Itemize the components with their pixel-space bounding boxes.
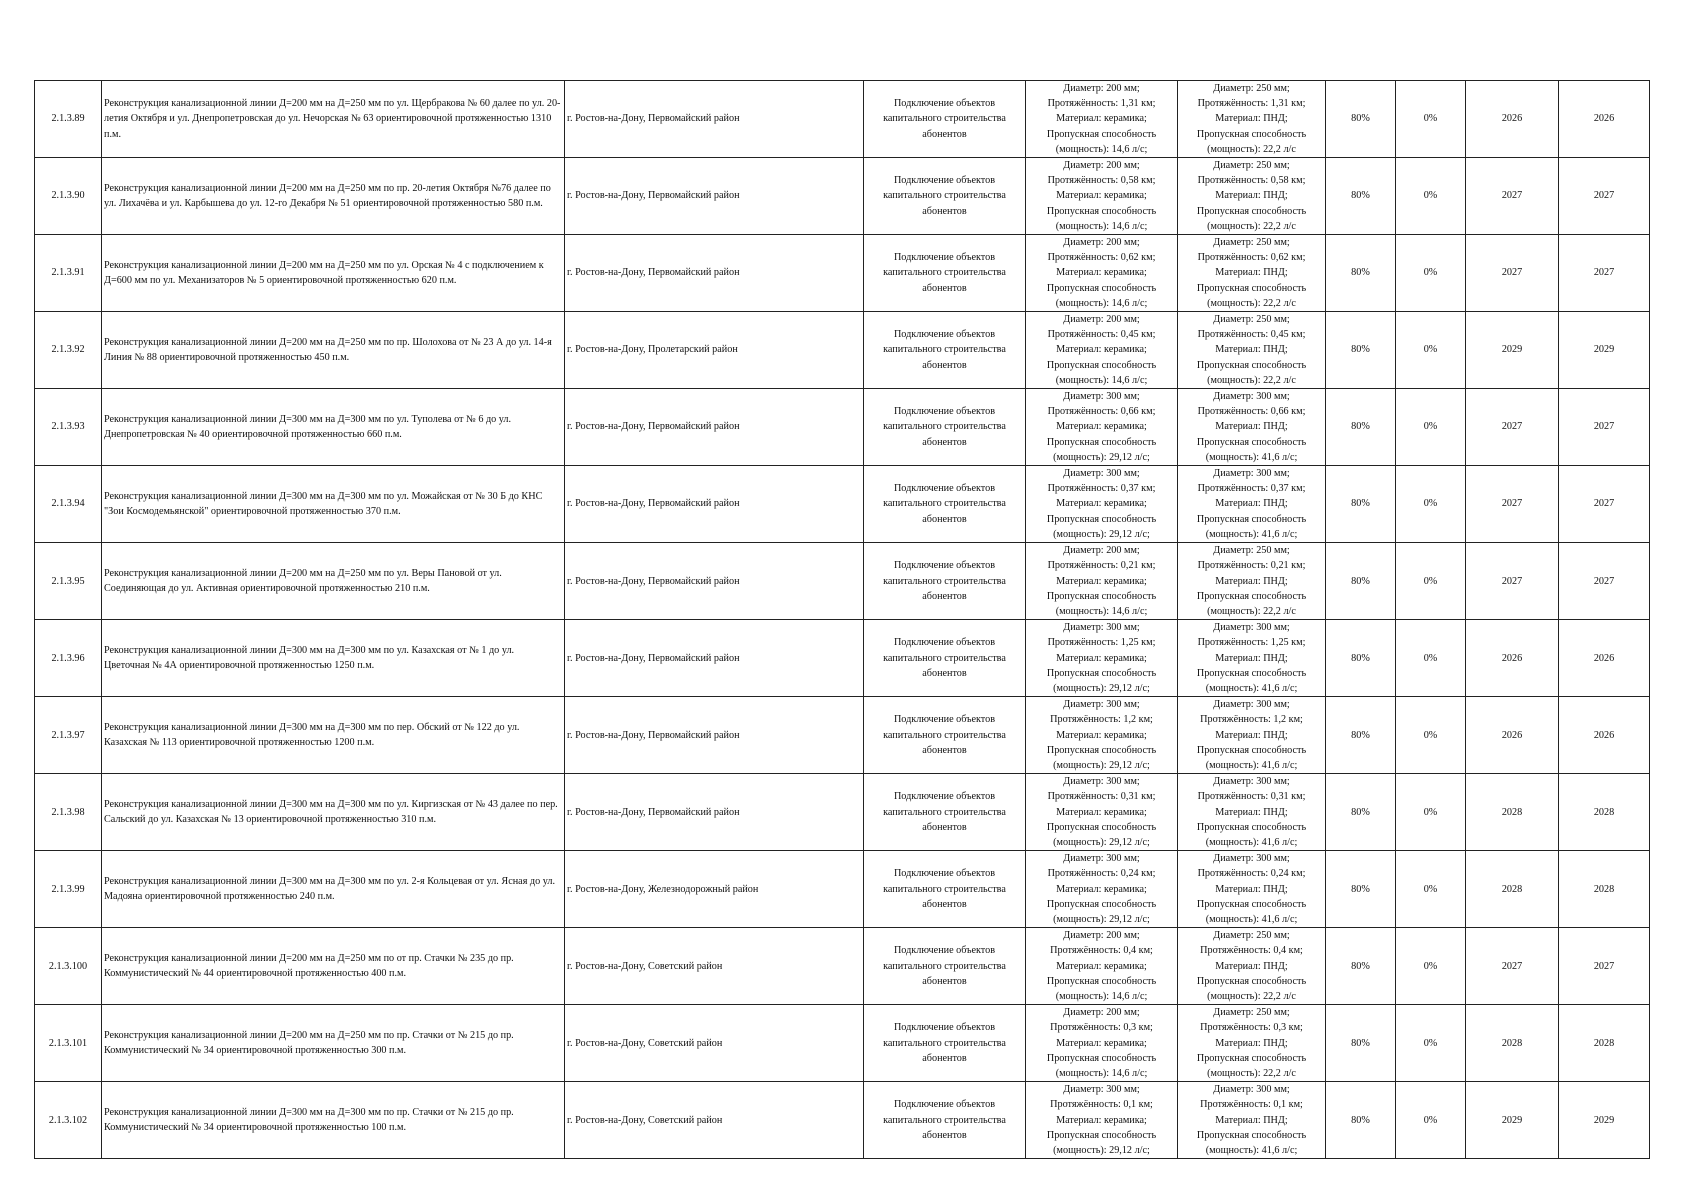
params-before-cell [1026, 1082, 1178, 1159]
params-after-line: Протяжённость: 0,45 км; [1197, 329, 1306, 341]
project-name-cell: Реконструкция канализационной линии Д=200 мм на Д=250 мм по от пр. Стачки № 235 до пр. Коммунистический № 44 ориентировочной протяженностью 400 п.м. [102, 928, 565, 1005]
params-after-line: Пропускная способность [1196, 590, 1307, 602]
table-row [35, 928, 1650, 1005]
table-row [35, 1005, 1650, 1082]
percent-1-cell: 80% [1326, 312, 1396, 389]
year-start-cell: 2026 [1466, 620, 1559, 697]
params-after-line: (мощность): 22,2 л/с [1207, 143, 1296, 155]
percent-2-cell: 0% [1396, 158, 1466, 235]
table-row [35, 1082, 1650, 1159]
percent-2-cell: 0% [1396, 928, 1466, 1005]
year-end-cell: 2029 [1559, 1082, 1650, 1159]
params-before-line: (мощность): 14,6 л/с; [1055, 374, 1148, 386]
params-before-line: Протяжённость: 0,24 км; [1047, 868, 1156, 880]
params-before-line: Пропускная способность [1046, 128, 1157, 140]
params-before-line: Пропускная способность [1046, 436, 1157, 448]
item-number-cell: 2.1.3.98 [35, 774, 102, 851]
params-before-line: Материал: керамика; [1056, 113, 1147, 125]
purpose-cell: Подключение объектов капитального строительства абонентов [864, 928, 1026, 1005]
params-after-line: Материал: ПНД; [1215, 421, 1288, 433]
params-after-line: Пропускная способность [1196, 1129, 1307, 1141]
params-after-line: (мощность): 22,2 л/с [1207, 990, 1296, 1002]
year-end-cell: 2026 [1559, 81, 1650, 158]
params-after-cell [1178, 928, 1326, 1005]
year-start-cell: 2029 [1466, 312, 1559, 389]
percent-1-cell: 80% [1326, 851, 1396, 928]
params-before-line: Диаметр: 200 мм; [1063, 83, 1140, 94]
params-after-line: Протяжённость: 0,24 км; [1197, 868, 1306, 880]
location-cell: г. Ростов-на-Дону, Первомайский район [565, 389, 864, 466]
project-name-cell: Реконструкция канализационной линии Д=200 мм на Д=250 мм по пр. 20-летия Октября №76 далее по ул. Лихачёва и ул. Карбышева до ул. 12-го Декабря № 51 ориентировочной протяженностью 580 п.м. [102, 158, 565, 235]
location-cell: г. Ростов-на-Дону, Первомайский район [565, 81, 864, 158]
params-after-line: Диаметр: 250 мм; [1213, 160, 1290, 172]
location-cell: г. Ростов-на-Дону, Советский район [565, 928, 864, 1005]
params-after-cell [1178, 1082, 1326, 1159]
params-before-line: Материал: керамика; [1056, 1037, 1147, 1049]
params-after-line: Материал: ПНД; [1215, 498, 1288, 510]
params-before-line: Пропускная способность [1046, 1129, 1157, 1141]
purpose-cell: Подключение объектов капитального строительства абонентов [864, 81, 1026, 158]
params-before-line: Диаметр: 200 мм; [1063, 545, 1140, 557]
params-after-line: Диаметр: 300 мм; [1213, 391, 1290, 403]
item-number-cell: 2.1.3.101 [35, 1005, 102, 1082]
year-start-cell: 2027 [1466, 543, 1559, 620]
params-before-line: Протяжённость: 0,4 км; [1050, 945, 1153, 957]
params-before-line: (мощность): 14,6 л/с; [1055, 143, 1148, 155]
params-before-line: (мощность): 29,12 л/с; [1053, 759, 1150, 771]
params-after-line: Пропускная способность [1196, 436, 1307, 448]
year-end-cell: 2029 [1559, 312, 1650, 389]
params-after-cell [1178, 620, 1326, 697]
params-before-line: Материал: керамика; [1056, 267, 1147, 279]
year-start-cell: 2028 [1466, 1005, 1559, 1082]
params-before-cell [1026, 389, 1178, 466]
params-before-line: Диаметр: 300 мм; [1063, 391, 1140, 403]
params-after-line: Протяжённость: 0,66 км; [1197, 406, 1306, 418]
project-name-cell: Реконструкция канализационной линии Д=300 мм на Д=300 мм по ул. Туполева от № 6 до ул. Днепропетровская № 40 ориентировочной протяженностью 660 п.м. [102, 389, 565, 466]
params-before-line: Материал: керамика; [1056, 652, 1147, 664]
project-name-cell: Реконструкция канализационной линии Д=200 мм на Д=250 мм по ул. Веры Пановой от ул. Соединяющая до ул. Активная ориентировочной протяженностью 210 п.м. [102, 543, 565, 620]
project-name-cell: Реконструкция канализационной линии Д=200 мм на Д=250 мм по пр. Шолохова от № 23 А до ул. 14-я Линия № 88 ориентировочной протяженностью 450 п.м. [102, 312, 565, 389]
params-before-line: (мощность): 14,6 л/с; [1055, 220, 1148, 232]
year-end-cell: 2027 [1559, 389, 1650, 466]
params-before-cell [1026, 851, 1178, 928]
params-after-line: Материал: ПНД; [1215, 883, 1288, 895]
params-before-line: Протяжённость: 0,45 км; [1047, 329, 1156, 341]
purpose-cell: Подключение объектов капитального строительства абонентов [864, 774, 1026, 851]
params-after-line: Диаметр: 250 мм; [1213, 930, 1290, 942]
params-after-line: Пропускная способность [1196, 513, 1307, 525]
params-before-line: Пропускная способность [1046, 205, 1157, 217]
percent-2-cell: 0% [1396, 1082, 1466, 1159]
params-before-line: Пропускная способность [1046, 359, 1157, 371]
params-after-line: Протяжённость: 0,62 км; [1197, 252, 1306, 264]
params-before-line: Протяжённость: 1,25 км; [1047, 637, 1156, 649]
params-after-line: (мощность): 22,2 л/с [1207, 374, 1296, 386]
percent-2-cell: 0% [1396, 543, 1466, 620]
params-before-line: (мощность): 29,12 л/с; [1053, 528, 1150, 540]
year-start-cell: 2028 [1466, 774, 1559, 851]
params-after-line: Пропускная способность [1196, 744, 1307, 756]
percent-1-cell: 80% [1326, 620, 1396, 697]
location-cell: г. Ростов-на-Дону, Первомайский район [565, 697, 864, 774]
location-cell: г. Ростов-на-Дону, Первомайский район [565, 235, 864, 312]
table-row [35, 389, 1650, 466]
params-before-line: Материал: керамика; [1056, 883, 1147, 895]
params-after-line: (мощность): 41,6 л/с; [1205, 451, 1298, 463]
year-start-cell: 2027 [1466, 466, 1559, 543]
project-name-cell: Реконструкция канализационной линии Д=200 мм на Д=250 мм по ул. Щербракова № 60 далее по ул. 20-летия Октября и ул. Днепропетровская до ул. Нечорская № 63 ориентировочной протяженностью 1310 п.м. [102, 81, 565, 158]
params-before-line: Протяжённость: 0,58 км; [1047, 175, 1156, 187]
params-before-line: Диаметр: 200 мм; [1063, 160, 1140, 172]
purpose-cell: Подключение объектов капитального строительства абонентов [864, 1005, 1026, 1082]
params-before-line: Диаметр: 300 мм; [1063, 468, 1140, 480]
project-name-cell: Реконструкция канализационной линии Д=300 мм на Д=300 мм по ул. Казахская от № 1 до ул. Цветочная № 4А ориентировочной протяженностью 1250 п.м. [102, 620, 565, 697]
params-after-line: Пропускная способность [1196, 667, 1307, 679]
params-before-line: Протяжённость: 0,3 км; [1050, 1022, 1153, 1034]
params-after-cell [1178, 312, 1326, 389]
params-before-line: Материал: керамика; [1056, 960, 1147, 972]
percent-1-cell: 80% [1326, 158, 1396, 235]
params-before-line: Материал: керамика; [1056, 806, 1147, 818]
params-before-cell [1026, 928, 1178, 1005]
params-before-line: Протяжённость: 0,62 км; [1047, 252, 1156, 264]
table-row [35, 851, 1650, 928]
params-before-line: (мощность): 29,12 л/с; [1053, 451, 1150, 463]
params-after-line: Материал: ПНД; [1215, 652, 1288, 664]
project-name-cell: Реконструкция канализационной линии Д=300 мм на Д=300 мм по ул. 2-я Кольцевая от ул. Ясная до ул. Мадояна ориентировочной протяженностью 240 п.м. [102, 851, 565, 928]
params-after-line: Протяжённость: 1,2 км; [1200, 714, 1303, 726]
table-row [35, 697, 1650, 774]
params-before-cell [1026, 1005, 1178, 1082]
params-after-line: (мощность): 41,6 л/с; [1205, 1145, 1298, 1157]
params-before-line: Пропускная способность [1046, 513, 1157, 525]
params-after-line: (мощность): 41,6 л/с; [1205, 528, 1298, 540]
params-after-line: Диаметр: 250 мм; [1213, 237, 1290, 249]
params-after-line: Протяжённость: 1,31 км; [1197, 98, 1306, 110]
params-after-line: Протяжённость: 0,31 км; [1197, 791, 1306, 803]
item-number-cell: 2.1.3.92 [35, 312, 102, 389]
params-before-cell [1026, 466, 1178, 543]
purpose-cell: Подключение объектов капитального строительства абонентов [864, 851, 1026, 928]
percent-1-cell: 80% [1326, 466, 1396, 543]
params-after-line: Пропускная способность [1196, 205, 1307, 217]
params-after-cell [1178, 466, 1326, 543]
year-start-cell: 2026 [1466, 81, 1559, 158]
year-end-cell: 2026 [1559, 697, 1650, 774]
project-name-cell: Реконструкция канализационной линии Д=300 мм на Д=300 мм по пер. Обский от № 122 до ул. Казахская № 113 ориентировочной протяженностью 1200 п.м. [102, 697, 565, 774]
project-name-cell: Реконструкция канализационной линии Д=200 мм на Д=250 мм по ул. Орская № 4 с подключением к Д=600 мм по ул. Механизаторов № 5 ориентировочной протяженностью 620 п.м. [102, 235, 565, 312]
purpose-cell: Подключение объектов капитального строительства абонентов [864, 697, 1026, 774]
item-number-cell: 2.1.3.89 [35, 81, 102, 158]
year-end-cell: 2028 [1559, 774, 1650, 851]
params-after-line: Диаметр: 250 мм; [1213, 1007, 1290, 1019]
params-before-cell [1026, 312, 1178, 389]
params-before-line: Диаметр: 300 мм; [1063, 699, 1140, 711]
params-before-line: Протяжённость: 1,31 км; [1047, 98, 1156, 110]
table-row [35, 466, 1650, 543]
project-name-cell: Реконструкция канализационной линии Д=200 мм на Д=250 мм по пр. Стачки от № 215 до пр. Коммунистический № 34 ориентировочной протяженностью 300 п.м. [102, 1005, 565, 1082]
params-before-line: (мощность): 14,6 л/с; [1055, 297, 1148, 309]
params-after-line: Материал: ПНД; [1215, 575, 1288, 587]
params-after-line: Протяжённость: 0,1 км; [1200, 1099, 1303, 1111]
percent-2-cell: 0% [1396, 235, 1466, 312]
params-before-line: Диаметр: 200 мм; [1063, 1007, 1140, 1019]
year-start-cell: 2026 [1466, 697, 1559, 774]
params-before-line: Диаметр: 300 мм; [1063, 853, 1140, 865]
params-after-line: Пропускная способность [1196, 821, 1307, 833]
params-after-cell [1178, 1005, 1326, 1082]
purpose-cell: Подключение объектов капитального строительства абонентов [864, 543, 1026, 620]
params-after-line: Материал: ПНД; [1215, 267, 1288, 279]
params-before-line: Материал: керамика; [1056, 1114, 1147, 1126]
params-before-line: Материал: керамика; [1056, 344, 1147, 356]
params-after-line: (мощность): 41,6 л/с; [1205, 759, 1298, 771]
item-number-cell: 2.1.3.100 [35, 928, 102, 1005]
year-end-cell: 2027 [1559, 543, 1650, 620]
year-start-cell: 2027 [1466, 235, 1559, 312]
location-cell: г. Ростов-на-Дону, Первомайский район [565, 774, 864, 851]
year-start-cell: 2027 [1466, 389, 1559, 466]
params-before-cell [1026, 543, 1178, 620]
params-after-line: Материал: ПНД; [1215, 1037, 1288, 1049]
percent-2-cell: 0% [1396, 312, 1466, 389]
purpose-cell: Подключение объектов капитального строительства абонентов [864, 235, 1026, 312]
year-end-cell: 2027 [1559, 466, 1650, 543]
params-before-line: Материал: керамика; [1056, 729, 1147, 741]
item-number-cell: 2.1.3.96 [35, 620, 102, 697]
table-row [35, 312, 1650, 389]
purpose-cell: Подключение объектов капитального строительства абонентов [864, 1082, 1026, 1159]
params-after-line: Протяжённость: 0,37 км; [1197, 483, 1306, 495]
item-number-cell: 2.1.3.102 [35, 1082, 102, 1159]
item-number-cell: 2.1.3.91 [35, 235, 102, 312]
params-after-line: (мощность): 22,2 л/с [1207, 605, 1296, 617]
params-after-line: Протяжённость: 1,25 км; [1197, 637, 1306, 649]
params-after-line: (мощность): 41,6 л/с; [1205, 913, 1298, 925]
params-after-line: (мощность): 22,2 л/с [1207, 297, 1296, 309]
params-before-line: (мощность): 29,12 л/с; [1053, 836, 1150, 848]
investment-program-table [34, 80, 1650, 1159]
location-cell: г. Ростов-на-Дону, Первомайский район [565, 158, 864, 235]
params-before-line: (мощность): 14,6 л/с; [1055, 605, 1148, 617]
params-after-line: (мощность): 22,2 л/с [1207, 220, 1296, 232]
params-before-line: Диаметр: 200 мм; [1063, 314, 1140, 326]
params-after-line: Пропускная способность [1196, 282, 1307, 294]
params-before-line: (мощность): 29,12 л/с; [1053, 682, 1150, 694]
year-start-cell: 2027 [1466, 928, 1559, 1005]
location-cell: г. Ростов-на-Дону, Пролетарский район [565, 312, 864, 389]
params-before-line: Протяжённость: 1,2 км; [1050, 714, 1153, 726]
item-number-cell: 2.1.3.93 [35, 389, 102, 466]
params-before-line: (мощность): 29,12 л/с; [1053, 1145, 1150, 1157]
params-after-line: Материал: ПНД; [1215, 344, 1288, 356]
table-row [35, 158, 1650, 235]
percent-2-cell: 0% [1396, 774, 1466, 851]
params-before-line: (мощность): 14,6 л/с; [1055, 1068, 1148, 1079]
params-after-line: Протяжённость: 0,58 км; [1197, 175, 1306, 187]
item-number-cell: 2.1.3.90 [35, 158, 102, 235]
params-after-cell [1178, 235, 1326, 312]
params-before-line: Диаметр: 200 мм; [1063, 930, 1140, 942]
params-before-cell [1026, 774, 1178, 851]
params-after-line: (мощность): 41,6 л/с; [1205, 836, 1298, 848]
percent-1-cell: 80% [1326, 1005, 1396, 1082]
table-row [35, 235, 1650, 312]
params-before-line: Диаметр: 200 мм; [1063, 237, 1140, 249]
params-after-line: Материал: ПНД; [1215, 806, 1288, 818]
percent-2-cell: 0% [1396, 620, 1466, 697]
percent-1-cell: 80% [1326, 81, 1396, 158]
params-before-line: Пропускная способность [1046, 898, 1157, 910]
params-before-line: Пропускная способность [1046, 667, 1157, 679]
project-name-cell: Реконструкция канализационной линии Д=300 мм на Д=300 мм по ул. Можайская от № 30 Б до КНС "Зои Космодемьянской" ориентировочной протяженностью 370 п.м. [102, 466, 565, 543]
project-name-cell: Реконструкция канализационной линии Д=300 мм на Д=300 мм по пр. Стачки от № 215 до пр. Коммунистический № 34 ориентировочной протяженностью 100 п.м. [102, 1082, 565, 1159]
table-row [35, 81, 1650, 158]
params-after-line: Диаметр: 250 мм; [1213, 314, 1290, 326]
percent-1-cell: 80% [1326, 389, 1396, 466]
params-before-line: Материал: керамика; [1056, 421, 1147, 433]
params-after-cell [1178, 81, 1326, 158]
year-start-cell: 2028 [1466, 851, 1559, 928]
table-row [35, 543, 1650, 620]
params-after-cell [1178, 774, 1326, 851]
percent-2-cell: 0% [1396, 466, 1466, 543]
params-before-line: Пропускная способность [1046, 744, 1157, 756]
params-before-cell [1026, 158, 1178, 235]
year-start-cell: 2029 [1466, 1082, 1559, 1159]
params-after-line: Диаметр: 300 мм; [1213, 1084, 1290, 1096]
params-after-line: Диаметр: 300 мм; [1213, 853, 1290, 865]
params-after-line: Материал: ПНД; [1215, 190, 1288, 202]
params-before-line: Протяжённость: 0,31 км; [1047, 791, 1156, 803]
params-after-line: Диаметр: 300 мм; [1213, 699, 1290, 711]
params-before-line: Диаметр: 300 мм; [1063, 776, 1140, 788]
params-before-line: Пропускная способность [1046, 821, 1157, 833]
params-before-line: Диаметр: 300 мм; [1063, 622, 1140, 634]
params-before-cell [1026, 235, 1178, 312]
params-after-line: Диаметр: 300 мм; [1213, 776, 1290, 788]
item-number-cell: 2.1.3.97 [35, 697, 102, 774]
params-before-cell [1026, 81, 1178, 158]
params-before-line: Пропускная способность [1046, 590, 1157, 602]
params-after-line: Материал: ПНД; [1215, 960, 1288, 972]
purpose-cell: Подключение объектов капитального строительства абонентов [864, 389, 1026, 466]
params-after-line: Материал: ПНД; [1215, 1114, 1288, 1126]
year-end-cell: 2028 [1559, 851, 1650, 928]
purpose-cell: Подключение объектов капитального строительства абонентов [864, 620, 1026, 697]
item-number-cell: 2.1.3.94 [35, 466, 102, 543]
params-before-line: Протяжённость: 0,37 км; [1047, 483, 1156, 495]
params-before-line: Протяжённость: 0,21 км; [1047, 560, 1156, 572]
params-before-cell [1026, 697, 1178, 774]
year-end-cell: 2027 [1559, 928, 1650, 1005]
params-after-line: Пропускная способность [1196, 898, 1307, 910]
location-cell: г. Ростов-на-Дону, Первомайский район [565, 620, 864, 697]
purpose-cell: Подключение объектов капитального строительства абонентов [864, 466, 1026, 543]
params-before-line: Пропускная способность [1046, 1052, 1157, 1064]
table-row [35, 620, 1650, 697]
params-after-line: Пропускная способность [1196, 128, 1307, 140]
params-after-cell [1178, 851, 1326, 928]
params-before-line: Протяжённость: 0,66 км; [1047, 406, 1156, 418]
percent-1-cell: 80% [1326, 774, 1396, 851]
params-before-line: Материал: керамика; [1056, 190, 1147, 202]
location-cell: г. Ростов-на-Дону, Советский район [565, 1005, 864, 1082]
params-before-line: (мощность): 29,12 л/с; [1053, 913, 1150, 925]
params-after-line: Диаметр: 300 мм; [1213, 622, 1290, 634]
params-before-line: Пропускная способность [1046, 975, 1157, 987]
params-before-line: Протяжённость: 0,1 км; [1050, 1099, 1153, 1111]
year-end-cell: 2027 [1559, 158, 1650, 235]
location-cell: г. Ростов-на-Дону, Железнодорожный район [565, 851, 864, 928]
params-before-line: Материал: керамика; [1056, 575, 1147, 587]
params-after-line: Пропускная способность [1196, 1052, 1307, 1064]
params-after-line: Диаметр: 250 мм; [1213, 545, 1290, 557]
params-after-line: (мощность): 22,2 л/с [1207, 1068, 1296, 1079]
year-end-cell: 2027 [1559, 235, 1650, 312]
params-after-line: Протяжённость: 0,3 км; [1200, 1022, 1303, 1034]
params-after-line: Диаметр: 300 мм; [1213, 468, 1290, 480]
params-after-line: Пропускная способность [1196, 359, 1307, 371]
params-after-line: Протяжённость: 0,21 км; [1197, 560, 1306, 572]
params-before-line: Пропускная способность [1046, 282, 1157, 294]
params-after-cell [1178, 543, 1326, 620]
params-after-line: Протяжённость: 0,4 км; [1200, 945, 1303, 957]
params-after-line: (мощность): 41,6 л/с; [1205, 682, 1298, 694]
params-before-line: Материал: керамика; [1056, 498, 1147, 510]
percent-1-cell: 80% [1326, 543, 1396, 620]
year-start-cell: 2027 [1466, 158, 1559, 235]
year-end-cell: 2026 [1559, 620, 1650, 697]
percent-1-cell: 80% [1326, 1082, 1396, 1159]
params-before-cell [1026, 620, 1178, 697]
year-end-cell: 2028 [1559, 1005, 1650, 1082]
purpose-cell: Подключение объектов капитального строительства абонентов [864, 158, 1026, 235]
percent-1-cell: 80% [1326, 235, 1396, 312]
percent-1-cell: 80% [1326, 697, 1396, 774]
table-row [35, 774, 1650, 851]
params-after-line: Пропускная способность [1196, 975, 1307, 987]
params-before-line: (мощность): 14,6 л/с; [1055, 990, 1148, 1002]
location-cell: г. Ростов-на-Дону, Первомайский район [565, 543, 864, 620]
params-after-line: Диаметр: 250 мм; [1213, 83, 1290, 94]
params-after-line: Материал: ПНД; [1215, 113, 1288, 125]
percent-2-cell: 0% [1396, 697, 1466, 774]
location-cell: г. Ростов-на-Дону, Советский район [565, 1082, 864, 1159]
percent-2-cell: 0% [1396, 851, 1466, 928]
item-number-cell: 2.1.3.99 [35, 851, 102, 928]
percent-1-cell: 80% [1326, 928, 1396, 1005]
params-after-line: Материал: ПНД; [1215, 729, 1288, 741]
params-before-line: Диаметр: 300 мм; [1063, 1084, 1140, 1096]
params-after-cell [1178, 158, 1326, 235]
percent-2-cell: 0% [1396, 389, 1466, 466]
purpose-cell: Подключение объектов капитального строительства абонентов [864, 312, 1026, 389]
item-number-cell: 2.1.3.95 [35, 543, 102, 620]
params-after-cell [1178, 389, 1326, 466]
project-name-cell: Реконструкция канализационной линии Д=300 мм на Д=300 мм по ул. Киргизская от № 43 далее по пер. Сальский до ул. Казахская № 13 ориентировочной протяженностью 310 п.м. [102, 774, 565, 851]
location-cell: г. Ростов-на-Дону, Первомайский район [565, 466, 864, 543]
percent-2-cell: 0% [1396, 81, 1466, 158]
params-after-cell [1178, 697, 1326, 774]
percent-2-cell: 0% [1396, 1005, 1466, 1082]
